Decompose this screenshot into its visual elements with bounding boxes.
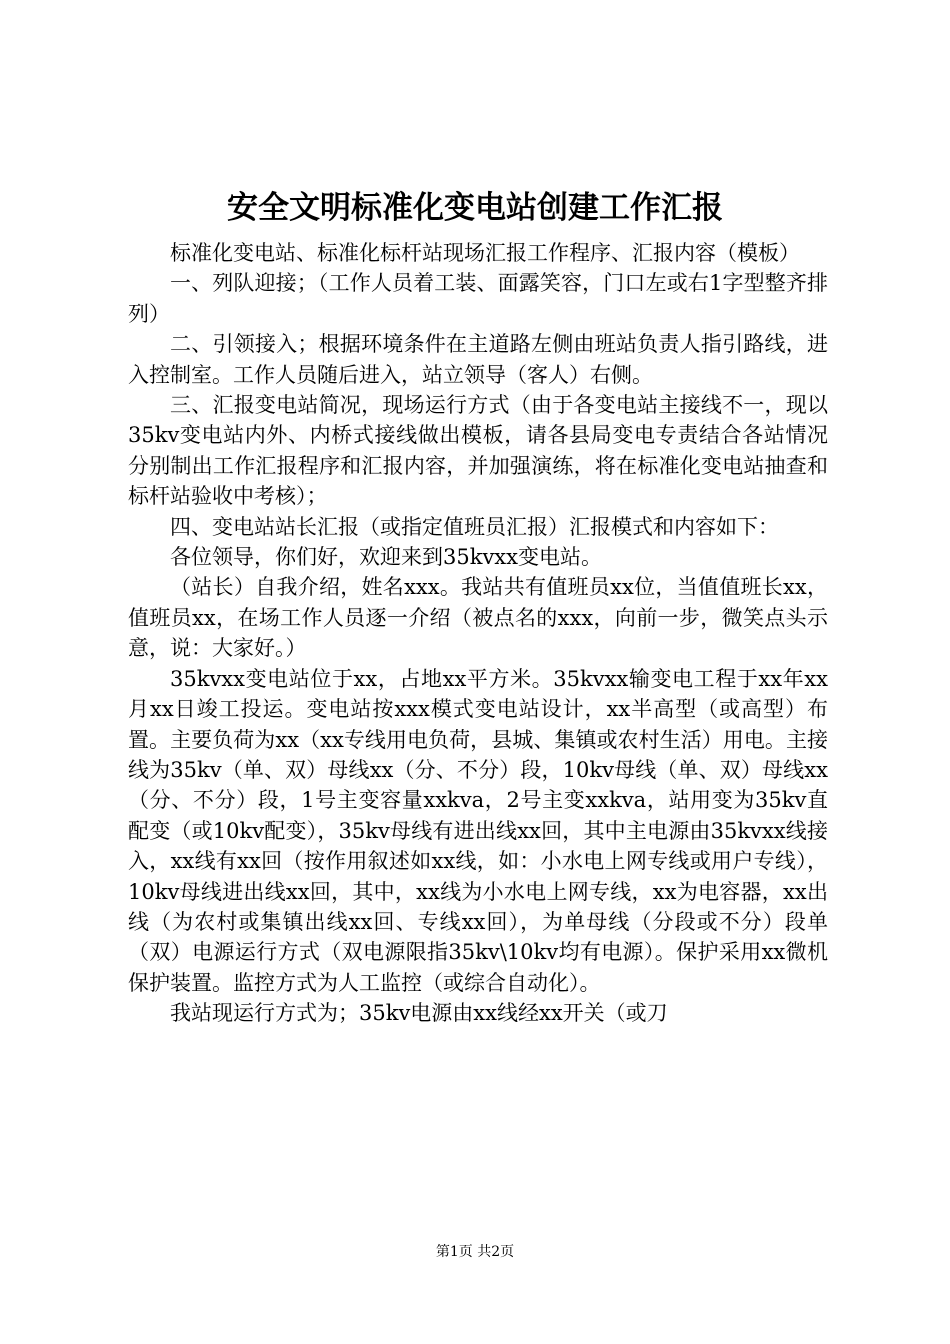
paragraph-step-2: 二、引领接入；根据环境条件在主道路左侧由班站负责人指引路线，进入控制室。工作人员随后进入，站立领导（客人）右侧。 xyxy=(128,332,828,387)
page-footer: 第1页 共2页 xyxy=(435,1244,515,1260)
paragraph-intro: 标准化变电站、标准化标杆站现场汇报工作程序、汇报内容（模板） xyxy=(170,241,800,265)
document-title: 安全文明标准化变电站创建工作汇报 xyxy=(227,190,723,226)
paragraph-introduction: （站长）自我介绍，姓名xxx。我站共有值班员xx位，当值值班长xx，值班员xx，在场工作人员逐一介绍（被点名的xxx，向前一步，微笑点头示意，说：大家好。） xyxy=(128,575,828,661)
paragraph-step-4: 四、变电站站长汇报（或指定值班员汇报）汇报模式和内容如下： xyxy=(170,514,779,539)
document-body xyxy=(128,238,828,1029)
paragraph-station-overview: 35kvxx变电站位于xx，占地xx平方米。35kvxx输变电工程于xx年xx月xx日竣工投运。变电站按xxx模式变电站设计，xx半高型（或高型）布置。主要负荷为xx（xx专线用电负荷，县城、集镇或农村生活）用电。主接线为35kv（单、双）母线xx（分、不分）段，10kv母线（单、双）母线xx（分、不分）段，1号主变容量xxkva，2号主变xxkva，站用变为35kv直配变（或10kv配变），35kv母线有进出线xx回，其中主电源由35kvxx线接入，xx线有xx回（按作用叙述如xx线，如：小水电上网专线或用户专线），10kv母线进出线xx回，其中，xx线为小水电上网专线，xx为电容器，xx出线（为农村或集镇出线xx回、专线xx回），为单母线（分段或不分）段单（双）电源运行方式（双电源限指35kv\10kv均有电源）。保护采用xx微机保护装置。监控方式为人工监控（或综合自动化）。 xyxy=(128,666,828,995)
paragraph-greeting: 各位领导，你们好，欢迎来到35kvxx变电站。 xyxy=(170,545,602,570)
paragraph-step-1: 一、列队迎接；（工作人员着工装、面露笑容，门口左或右1字型整齐排列） xyxy=(128,271,828,326)
paragraph-operation-mode: 我站现运行方式为；35kv电源由xx线经xx开关（或刀 xyxy=(170,1001,668,1026)
paragraph-step-3: 三、汇报变电站简况，现场运行方式（由于各变电站主接线不一，现以35kv变电站内外、内桥式接线做出模板，请各县局变电专责结合各站情况分别制出工作汇报程序和汇报内容，并加强演练，将在标准化变电站抽查和标杆站验收中考核）； xyxy=(128,393,828,509)
